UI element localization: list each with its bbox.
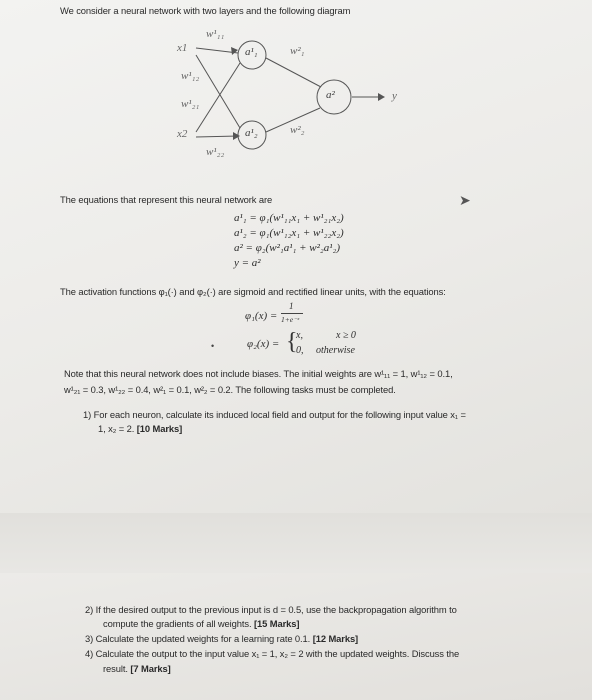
label-x1: x1 <box>177 42 188 54</box>
task1-marks: [10 Marks] <box>136 423 183 434</box>
task2-marks: [15 Marks] <box>254 618 300 629</box>
cursor-icon: ➤ <box>459 192 471 208</box>
equation-y: y = a² <box>234 257 261 269</box>
network-diagram <box>0 0 592 180</box>
equation-a2: a² = φ₂(w²₁a¹₁ + w²₂a¹₂) <box>234 242 341 254</box>
label-w21: w¹₂₁ <box>181 98 200 110</box>
task4-line-1: 4) Calculate the output to the input value x₁ = 1, x₂ = 2 with the updated weights. Discuss the <box>85 648 460 659</box>
equations-intro: The equations that represent this neural network are <box>60 194 273 205</box>
phi1-fraction-bar <box>281 313 303 314</box>
phi2-case1-condition: x ≥ 0 <box>336 330 356 341</box>
task4-line-2-text: result. <box>103 663 128 674</box>
equation-a11: a¹₁ = φ₁(w¹₁₁x₁ + w¹₂₁x₂) <box>234 212 344 224</box>
phi2-case2-condition: otherwise <box>316 345 355 356</box>
bullet-dot: • <box>211 341 215 351</box>
task1-line-1: 1) For each neuron, calculate its induced local field and output for the following input value x₁ = <box>83 409 466 420</box>
edge-x2-a11 <box>196 63 240 132</box>
phi1-numerator: 1 <box>289 301 294 311</box>
task4-marks: [7 Marks] <box>130 663 171 674</box>
task1-line-2 <box>98 423 182 434</box>
task3-text: 3) Calculate the updated weights for a learning rate 0.1. <box>85 633 311 644</box>
phi2-case2-value: 0, <box>296 345 304 356</box>
task3-line <box>85 633 358 644</box>
label-w11: w¹₁₁ <box>206 28 225 40</box>
label-w22: w¹₂₂ <box>206 146 225 158</box>
phi2-brace: { <box>286 329 298 355</box>
intro-text: We consider a neural network with two layers and the following diagram <box>60 5 351 16</box>
label-w12: w¹₁₂ <box>181 70 200 82</box>
edge-a11-a2 <box>266 58 321 87</box>
phi1-denominator: 1+e⁻ˣ <box>281 315 300 324</box>
label-x2: x2 <box>177 128 188 140</box>
task1-line-2-text: 1, x₂ = 2. <box>98 423 135 434</box>
phi2-lhs: φ₂(x) = <box>247 338 280 350</box>
label-y: y <box>392 90 397 102</box>
note-line-2: w¹₂₁ = 0.3, w¹₂₂ = 0.4, w²₁ = 0.1, w²₂ = 0.2. The following tasks must be completed. <box>64 384 396 395</box>
task2-line-1: 2) If the desired output to the previous input is d = 0.5, use the backpropagation algorithm to <box>85 604 457 615</box>
edge-x2-a12 <box>196 136 238 137</box>
label-a11: a¹₁ <box>245 46 258 58</box>
task2-line-2 <box>103 618 299 629</box>
equation-a12: a¹₂ = φ₁(w¹₁₂x₁ + w¹₂₂x₂) <box>234 227 344 239</box>
phi2-case1-value: x, <box>296 330 303 341</box>
label-w2-2: w²₂ <box>290 124 305 136</box>
phi1-lhs: φ₁(x) = <box>245 310 278 322</box>
label-a2: a² <box>326 89 335 101</box>
task3-marks: [12 Marks] <box>312 633 359 644</box>
note-line-1: Note that this neural network does not include biases. The initial weights are w¹₁₁ = 1, w¹₁₂ = 0.1, <box>64 368 453 379</box>
arrowhead-a11 <box>231 47 238 55</box>
task4-line-2 <box>103 663 171 674</box>
edge-x1-a12 <box>196 55 240 128</box>
activation-intro: The activation functions φ₁(·) and φ₂(·) are sigmoid and rectified linear units, with the equations: <box>60 286 446 297</box>
arrowhead-y <box>378 93 385 101</box>
task2-line-2-text: compute the gradients of all weights. <box>103 618 252 629</box>
label-a12: a¹₂ <box>245 127 258 139</box>
label-w1-2: w²₁ <box>290 45 305 57</box>
page-gap <box>0 513 592 573</box>
